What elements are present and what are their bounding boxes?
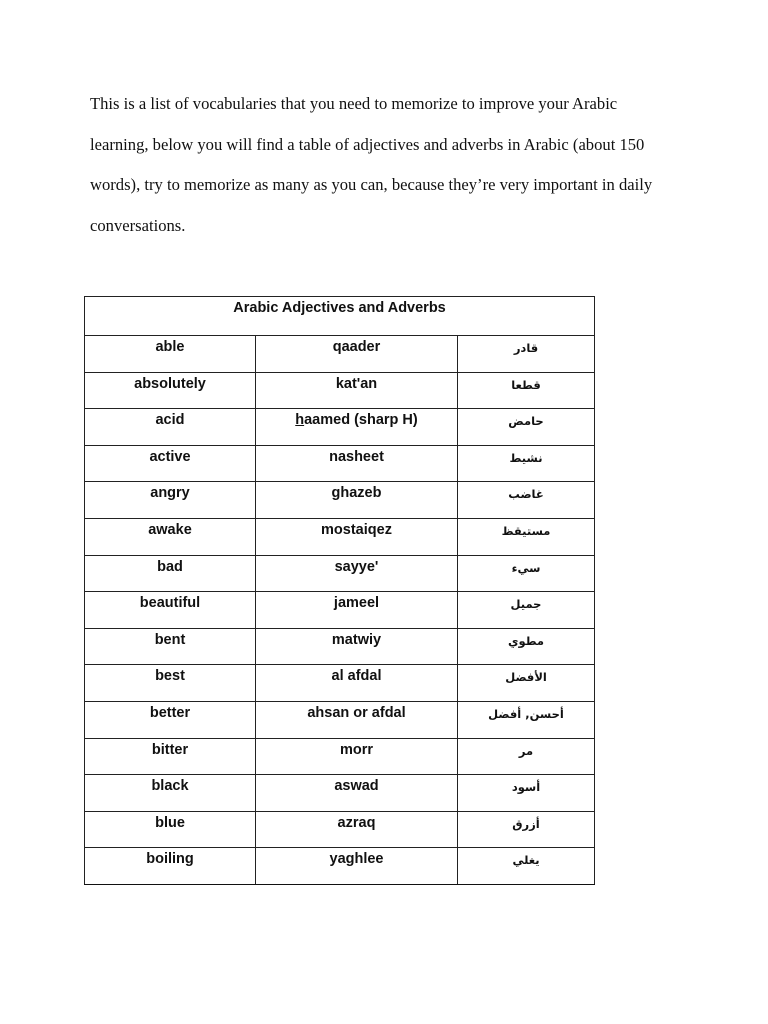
transliteration-cell: sayye' [256,555,458,592]
english-word-cell: bent [85,628,256,665]
intro-line: words), try to memorize as many as you can, because they’re very important in daily [90,175,653,195]
transliteration-cell: mostaiqez [256,518,458,555]
arabic-word-cell: أحسن, أفضل [458,701,595,738]
english-word-cell: bitter [85,738,256,775]
table-row [85,445,595,482]
arabic-word-cell: قادر [458,336,595,373]
intro-line: conversations. [90,215,186,235]
intro-line: learning, below you will find a table of adjectives and adverbs in Arabic (about 150 [90,134,645,154]
table-row [85,775,595,812]
english-word-cell: best [85,665,256,702]
transliteration-cell: al afdal [256,665,458,702]
arabic-word-cell: أسود [458,775,595,812]
english-word-cell: blue [85,811,256,848]
table-row [85,738,595,775]
table-row [85,592,595,629]
arabic-word-cell: مستيقظ [458,518,595,555]
table-row [85,409,595,446]
transliteration-cell: kat'an [256,372,458,409]
table-row [85,665,595,702]
transliteration-cell: yaghlee [256,848,458,885]
transliteration-cell: matwiy [256,628,458,665]
english-word-cell: black [85,775,256,812]
arabic-word-cell: يغلي [458,848,595,885]
table-row [85,628,595,665]
english-word-cell: better [85,701,256,738]
arabic-word-cell: سيء [458,555,595,592]
transliteration-cell: ghazeb [256,482,458,519]
intro-line: This is a list of vocabularies that you need to memorize to improve your Arabic [90,94,618,113]
transliteration-cell: jameel [256,592,458,629]
arabic-word-cell: مطوي [458,628,595,665]
table-row [85,701,595,738]
intro-paragraph [90,84,690,246]
table-row [85,811,595,848]
transliteration-cell: ahsan or afdal [256,701,458,738]
arabic-word-cell: غاضب [458,482,595,519]
english-word-cell: able [85,336,256,373]
arabic-word-cell: أزرق [458,811,595,848]
table-title-row [85,297,595,336]
english-word-cell: beautiful [85,592,256,629]
arabic-word-cell: نشيط [458,445,595,482]
table-row [85,848,595,885]
vocabulary-table [84,296,595,885]
arabic-word-cell: حامض [458,409,595,446]
transliteration-cell: morr [256,738,458,775]
english-word-cell: acid [85,409,256,446]
table-row [85,372,595,409]
table-row [85,336,595,373]
english-word-cell: active [85,445,256,482]
transliteration-cell: qaader [256,336,458,373]
transliteration-cell: azraq [256,811,458,848]
arabic-word-cell: جميل [458,592,595,629]
transliteration-cell: haamed (sharp H) [256,409,458,446]
table-row [85,518,595,555]
transliteration-cell: aswad [256,775,458,812]
transliteration-cell: nasheet [256,445,458,482]
arabic-word-cell: الأفضل [458,665,595,702]
english-word-cell: boiling [85,848,256,885]
english-word-cell: angry [85,482,256,519]
english-word-cell: awake [85,518,256,555]
english-word-cell: bad [85,555,256,592]
table-body [85,336,595,885]
table-row [85,482,595,519]
english-word-cell: absolutely [85,372,256,409]
table-title: Arabic Adjectives and Adverbs [85,297,595,336]
table-row [85,555,595,592]
arabic-word-cell: مر [458,738,595,775]
arabic-word-cell: قطعا [458,372,595,409]
